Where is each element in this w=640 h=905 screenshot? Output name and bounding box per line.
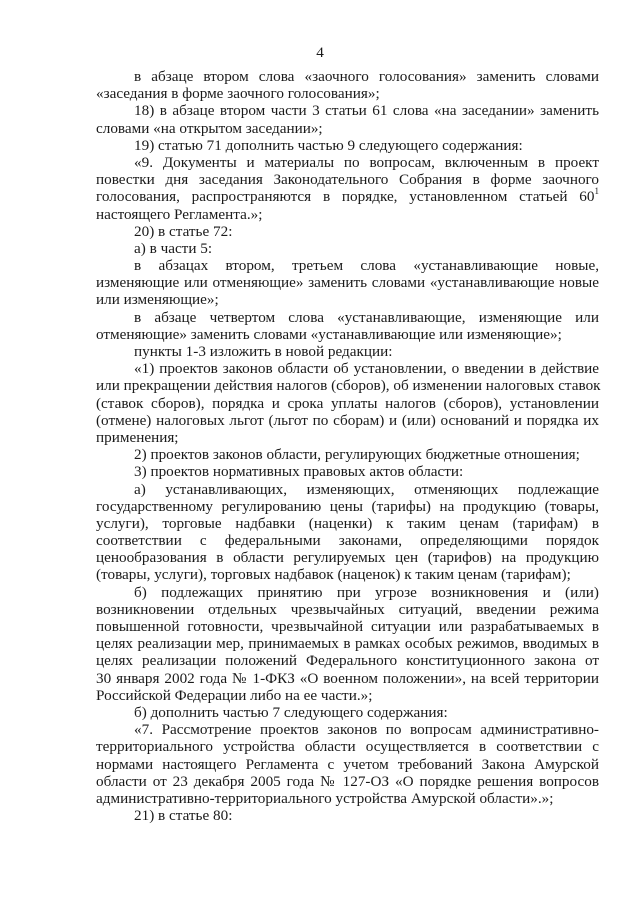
text-line-content: а) устанавливающих, изменяющих, отменяющих подлежащие: [134, 480, 599, 498]
superscript: 1: [594, 186, 599, 197]
text-line: [96, 515, 599, 532]
text-line-content: или прекращении действия налогов (сборов), об изменении налоговых ставок: [96, 377, 601, 395]
text-line: [96, 188, 599, 205]
text-line-content: 3) проектов нормативных правовых актов области:: [134, 463, 464, 481]
text-line-content: пункты 1-3 изложить в новой редакции:: [134, 343, 393, 360]
text-line-content: повестки дня заседания Законодательного Собрания в форме заочного: [96, 171, 599, 189]
text-line-content: 18) в абзаце втором части 3 статьи 61 слова «на заседании» заменить: [134, 102, 599, 120]
text-line: [96, 85, 599, 102]
text-line: [96, 377, 599, 394]
text-line-content: (товары, услуги), торговых надбавок (наценок) к таким ценам (тарифам);: [96, 566, 571, 584]
text-line-content: изменяющие или отменяющие» заменить словами «устанавливающие новые: [96, 274, 599, 292]
text-line: [96, 498, 599, 515]
text-line-content: территориального устройства области осуществляется в соответствии с: [96, 738, 599, 756]
text-line: [96, 291, 599, 308]
document-body: [96, 68, 599, 824]
text-line: [96, 412, 599, 429]
text-line: [96, 257, 599, 274]
text-line-content: применения;: [96, 428, 179, 446]
text-line: [96, 102, 599, 119]
text-line-content: б) дополнить частью 7 следующего содержания:: [134, 703, 448, 721]
text-line: [96, 721, 599, 738]
text-line-content: соответствии с федеральными законами, определяющими порядок: [96, 532, 599, 550]
text-line: [96, 532, 599, 549]
text-line-content: голосования, распространяются в порядке, установленном статьей 60: [96, 188, 595, 206]
text-line-content: (ставок сборов), порядка и срока уплаты налогов (сборов), установлении: [96, 394, 599, 412]
text-line-content: государственному регулированию цены (тарифы) на продукцию (товары,: [96, 497, 599, 515]
text-line-content: словами «на открытом заседании»;: [96, 119, 323, 137]
text-line: [96, 566, 599, 583]
text-line-content: повышенной готовности, чрезвычайной ситуации или разрабатываемых в: [96, 618, 599, 635]
text-line: [96, 429, 599, 446]
text-line-content: 21) в статье 80:: [134, 807, 233, 825]
text-line: [96, 618, 599, 635]
text-line-content: целях реализации положений Федерального конституционного закона от: [96, 652, 599, 670]
text-line: [96, 206, 599, 223]
text-line: [96, 807, 599, 824]
text-line-content: Российской Федерации либо на ее части.»;: [96, 686, 373, 704]
text-line: [96, 549, 599, 566]
text-line: [96, 68, 599, 85]
text-line-content: «7. Рассмотрение проектов законов по вопросам административно-: [134, 721, 599, 739]
text-line: [96, 223, 599, 240]
text-line-content: в абзацах втором, третьем слова «устанавливающие новые,: [134, 257, 599, 275]
text-line: [96, 395, 599, 412]
page-number: 4: [316, 44, 324, 61]
text-line-content: а) в части 5:: [134, 239, 213, 257]
text-line-content: 2) проектов законов области, регулирующих бюджетные отношения;: [134, 446, 580, 464]
text-line: [96, 601, 599, 618]
text-line-content: 20) в статье 72:: [134, 222, 233, 240]
text-line-content: настоящего Регламента.»;: [96, 205, 263, 223]
text-line-content: «1) проектов законов области об установлении, о введении в действие: [134, 360, 599, 378]
text-line-content: нормами настоящего Регламента с учетом требований Закона Амурской: [96, 755, 599, 773]
text-line: [96, 687, 599, 704]
text-line-content: целях реализации мер, принимаемых в рамках особых режимов, вводимых в: [96, 635, 599, 653]
text-line: [96, 309, 599, 326]
text-line: [96, 171, 599, 188]
text-line: [96, 120, 599, 137]
text-line-content: или изменяющие»;: [96, 291, 219, 309]
text-line: [96, 274, 599, 291]
text-line-content: 30 января 2002 года № 1-ФКЗ «О военном положении», на всей территории: [96, 669, 599, 687]
text-line: [96, 756, 599, 773]
text-line: [96, 635, 599, 652]
text-line: [96, 584, 599, 601]
text-line: [96, 738, 599, 755]
text-line-content: б) подлежащих принятию при угрозе возникновения и (или): [134, 583, 599, 601]
text-line: [96, 326, 599, 343]
text-line: [96, 360, 599, 377]
text-line-content: отменяющие» заменить словами «устанавливающие или изменяющие»;: [96, 325, 562, 343]
text-line: [96, 343, 599, 360]
text-line: [96, 481, 599, 498]
text-line: [96, 704, 599, 721]
text-line-content: административно-территориального устройства Амурской области».»;: [96, 789, 554, 807]
text-line: [96, 463, 599, 480]
text-line: [96, 670, 599, 687]
text-line: [96, 446, 599, 463]
text-line: [96, 652, 599, 669]
text-line-content: возникновении отдельных чрезвычайных ситуаций, введении режима: [96, 600, 599, 618]
text-line: [96, 240, 599, 257]
text-line-content: в абзаце четвертом слова «устанавливающие, изменяющие или: [134, 308, 599, 326]
text-line-content: «заседания в форме заочного голосования»;: [96, 85, 380, 103]
text-line: [96, 790, 599, 807]
text-line: [96, 154, 599, 171]
text-line-content: области от 23 декабря 2005 года № 127-ОЗ «О порядке решения вопросов: [96, 772, 599, 790]
text-line-content: 19) статью 71 дополнить частью 9 следующего содержания:: [134, 136, 523, 154]
text-line-content: «9. Документы и материалы по вопросам, включенным в проект: [134, 153, 599, 171]
text-line-content: услуги), торговые надбавки (наценки) к таким ценам (тарифам) в: [96, 514, 599, 532]
text-line-content: (отмене) налоговых льгот (льгот по сборам) и (или) оснований и порядка их: [96, 411, 599, 429]
text-line-content: в абзаце втором слова «заочного голосования» заменить словами: [134, 68, 599, 85]
text-line: [96, 137, 599, 154]
text-line: [96, 773, 599, 790]
text-line-content: ценообразования в области регулируемых цен (тарифов) на продукцию: [96, 549, 599, 567]
